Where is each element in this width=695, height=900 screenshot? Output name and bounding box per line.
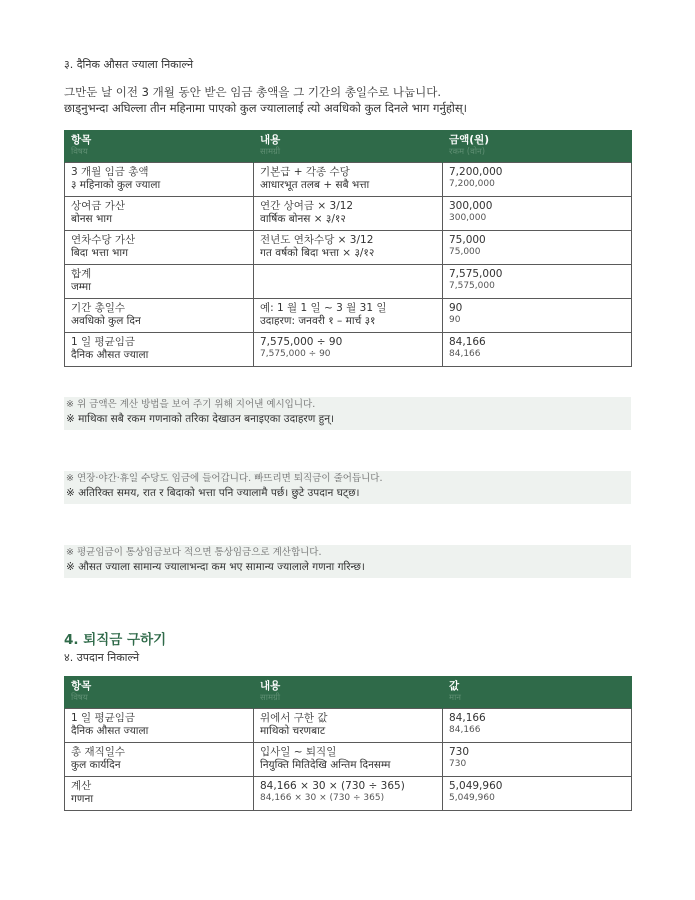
header-content: 내용 सामग्री	[254, 130, 443, 163]
cell-value: 84,166 84,166	[443, 709, 632, 743]
cell-content: 전년도 연차수당 × 3/12 गत वर्षको बिदा भत्ता × ३/१२	[254, 231, 443, 265]
cell-item: 1 일 평균임금 दैनिक औसत ज्याला	[65, 333, 254, 367]
cell-item: 3 개월 임금 총액 ३ महिनाको कुल ज्याला	[65, 163, 254, 197]
table-row	[65, 265, 632, 299]
cell-content: 7,575,000 ÷ 90 7,575,000 ÷ 90	[254, 333, 443, 367]
section-3-subtitle: ३. दैनिक औसत ज्याला निकाल्ने	[64, 58, 194, 71]
cell-amount: 75,000 75,000	[443, 231, 632, 265]
header-item: 항목 विषय	[65, 676, 254, 709]
cell-item: 계산 गणना	[65, 777, 254, 811]
cell-item: 기간 총일수 अवधिको कुल दिन	[65, 299, 254, 333]
section-3-intro-nepali: छाड्नुभन्दा अघिल्ला तीन महिनामा पाएको कुल ज्यालालाई त्यो अवधिको कुल दिनले भाग गर्नुहोस्।	[64, 101, 468, 115]
cell-content: 예: 1 월 1 일 ~ 3 월 31 일 उदाहरण: जनवरी १ – मार्च ३१	[254, 299, 443, 333]
cell-item: 총 재직일수 कुल कार्यदिन	[65, 743, 254, 777]
table-row	[65, 333, 632, 367]
cell-amount: 84,166 84,166	[443, 333, 632, 367]
cell-item: 1 일 평균임금 दैनिक औसत ज्याला	[65, 709, 254, 743]
note-example-amounts: ※ 위 금액은 계산 방법을 보여 주기 위해 지어낸 예시입니다. ※ माथिका सबै रकम गणनाको तरिका देखाउन बनाइएका उदाहरण हुन्।	[64, 397, 631, 430]
cell-amount: 7,575,000 7,575,000	[443, 265, 632, 299]
section-4-title: 4. 퇴직금 구하기	[64, 632, 167, 648]
cell-item: 상여금 가산 बोनस भाग	[65, 197, 254, 231]
note-allowances-included: ※ 연장·야간·휴일 수당도 임금에 들어갑니다. 빠뜨리면 퇴직금이 줄어듭니다. ※ अतिरिक्त समय, रात र बिदाको भत्ता पनि ज्यालामै पर्छ। छुटे उपदान घट्छ।	[64, 471, 631, 504]
cell-content: 기본급 + 각종 수당 आधारभूत तलब + सबै भत्ता	[254, 163, 443, 197]
table-row	[65, 197, 632, 231]
daily-average-wage-table	[64, 130, 632, 367]
cell-content: 연간 상여금 × 3/12 वार्षिक बोनस × ३/१२	[254, 197, 443, 231]
section-4-subtitle: ४. उपदान निकाल्ने	[64, 651, 140, 664]
table-row	[65, 743, 632, 777]
cell-amount: 90 90	[443, 299, 632, 333]
cell-content: 입사일 ~ 퇴직일 नियुक्ति मितिदेखि अन्तिम दिनसम्म	[254, 743, 443, 777]
table-row	[65, 231, 632, 265]
section-3-intro-korean: 그만둔 날 이전 3 개월 동안 받은 임금 총액을 그 기간의 총일수로 나눕니다.	[64, 85, 441, 99]
header-item: 항목 विषय	[65, 130, 254, 163]
cell-amount: 7,200,000 7,200,000	[443, 163, 632, 197]
cell-content: 위에서 구한 값 माथिको चरणबाट	[254, 709, 443, 743]
cell-value: 5,049,960 5,049,960	[443, 777, 632, 811]
table-row	[65, 777, 632, 811]
severance-pay-table	[64, 676, 632, 811]
cell-content: 84,166 × 30 × (730 ÷ 365) 84,166 × 30 × (730 ÷ 365)	[254, 777, 443, 811]
header-amount: 금액(원) रकम (वोन)	[443, 130, 632, 163]
header-value: 값 मान	[443, 676, 632, 709]
cell-content	[254, 265, 443, 299]
header-content: 내용 सामग्री	[254, 676, 443, 709]
table-header-row	[65, 130, 632, 163]
cell-value: 730 730	[443, 743, 632, 777]
table-row	[65, 163, 632, 197]
table-row	[65, 709, 632, 743]
cell-item: 연차수당 가산 बिदा भत्ता भाग	[65, 231, 254, 265]
note-ordinary-wage: ※ 평균임금이 통상임금보다 적으면 통상임금으로 계산합니다. ※ औसत ज्याला सामान्य ज्यालाभन्दा कम भए सामान्य ज्यालाले गणना गरिन्छ।	[64, 545, 631, 578]
cell-amount: 300,000 300,000	[443, 197, 632, 231]
cell-item: 합계 जम्मा	[65, 265, 254, 299]
table-header-row	[65, 676, 632, 709]
table-row	[65, 299, 632, 333]
